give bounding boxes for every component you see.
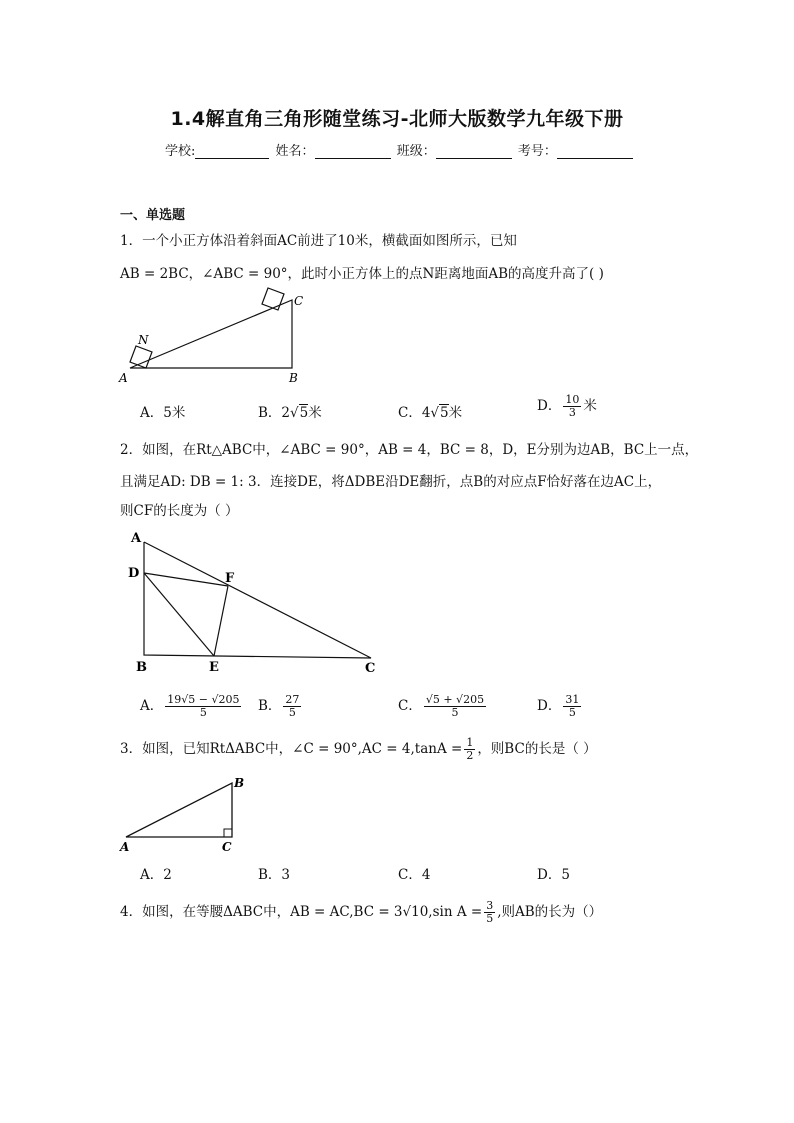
section-header: 一、单选题: [120, 208, 186, 223]
q2-line-df: [144, 573, 228, 586]
q1-label-a: A: [119, 371, 128, 385]
q1-option-d[interactable]: D． $\frac{10}{3}$ 米: [537, 393, 597, 419]
q2-label-f: F: [225, 571, 235, 586]
q3-label-a: A: [120, 840, 130, 854]
q3-label-c: C: [222, 840, 232, 854]
q3-option-b[interactable]: B．3: [258, 867, 291, 883]
name-blank: [315, 146, 391, 159]
q2-label-e: E: [209, 660, 219, 675]
q3-option-a[interactable]: A．2: [140, 867, 172, 883]
school-label: 学校:: [165, 144, 196, 159]
q1-label-n: N: [138, 333, 149, 347]
q3-right-angle-mark: [224, 829, 232, 837]
q3-figure: [118, 775, 248, 855]
q1-option-b[interactable]: B．2√5米: [258, 405, 322, 421]
q2-option-a[interactable]: A． $\frac{19√5 - √205}{5}$: [140, 693, 240, 719]
q3-triangle: [126, 783, 232, 837]
q1-option-c[interactable]: C．4√5米: [398, 405, 463, 421]
q3-option-d[interactable]: D．5: [537, 867, 570, 883]
q3-line: 3．如图，已知RtΔABC中，∠C = 90°,AC = 4,tanA = $\frac{1}{2}$ ，则BC的长是（ ）: [120, 736, 597, 762]
page-title: 1.4解直角三角形随堂练习-北师大版数学九年级下册: [170, 108, 624, 130]
q1-label-c: C: [294, 294, 304, 308]
q2-label-a: A: [131, 531, 142, 546]
q2-label-b: B: [136, 660, 147, 675]
q1-cube-upper: [262, 288, 284, 310]
q1-line1: 1．一个小正方体沿着斜面AC前进了10米，横截面如图所示，已知: [120, 233, 517, 249]
q2-line3: 则CF的长度为（ ）: [120, 503, 239, 519]
q2-line1: 2．如图，在Rt△ABC中，∠ABC = 90°，AB = 4，BC = 8，D，E分别为边AB，BC上一点，: [120, 442, 699, 458]
number-label: 考号：: [517, 144, 557, 159]
number-blank: [557, 146, 633, 159]
q1-triangle: [130, 300, 292, 368]
q4-line: 4．如图，在等腰ΔABC中，AB = AC,BC = 3√10,sin A = $\frac{3}{5}$ ,则AB的长为（）: [120, 899, 603, 925]
q2-line-de: [144, 573, 214, 656]
class-blank: [436, 146, 512, 159]
school-blank: [195, 146, 269, 159]
q2-figure: [125, 528, 390, 678]
q2-line-fe: [214, 586, 228, 656]
q1-line2: AB = 2BC，∠ABC = 90°，此时小正方体上的点N距离地面AB的高度升高了( ): [120, 266, 604, 282]
q1-option-a[interactable]: A．5米: [140, 405, 186, 421]
q2-label-c: C: [365, 661, 376, 676]
student-info: [165, 140, 635, 159]
q2-option-c[interactable]: C． $\frac{√5 + √205}{5}$: [398, 693, 485, 719]
q1-figure: [112, 282, 312, 388]
q2-option-b[interactable]: B． $\frac{27}{5}$: [258, 693, 300, 719]
q2-label-d: D: [128, 566, 140, 581]
q3-option-c[interactable]: C．4: [398, 867, 431, 883]
q2-triangle: [144, 542, 371, 658]
name-label: 姓名：: [275, 144, 315, 159]
q3-label-b: B: [234, 776, 245, 790]
q1-label-b: B: [289, 371, 298, 385]
q2-option-d[interactable]: D． $\frac{31}{5}$: [537, 693, 580, 719]
q2-line2: 且满足AD: DB = 1: 3．连接DE，将ΔDBE沿DE翻折，点B的对应点F恰好落在边AC上，: [120, 474, 662, 490]
class-label: 班级：: [396, 144, 436, 159]
q1-cube-lower: [130, 346, 152, 368]
